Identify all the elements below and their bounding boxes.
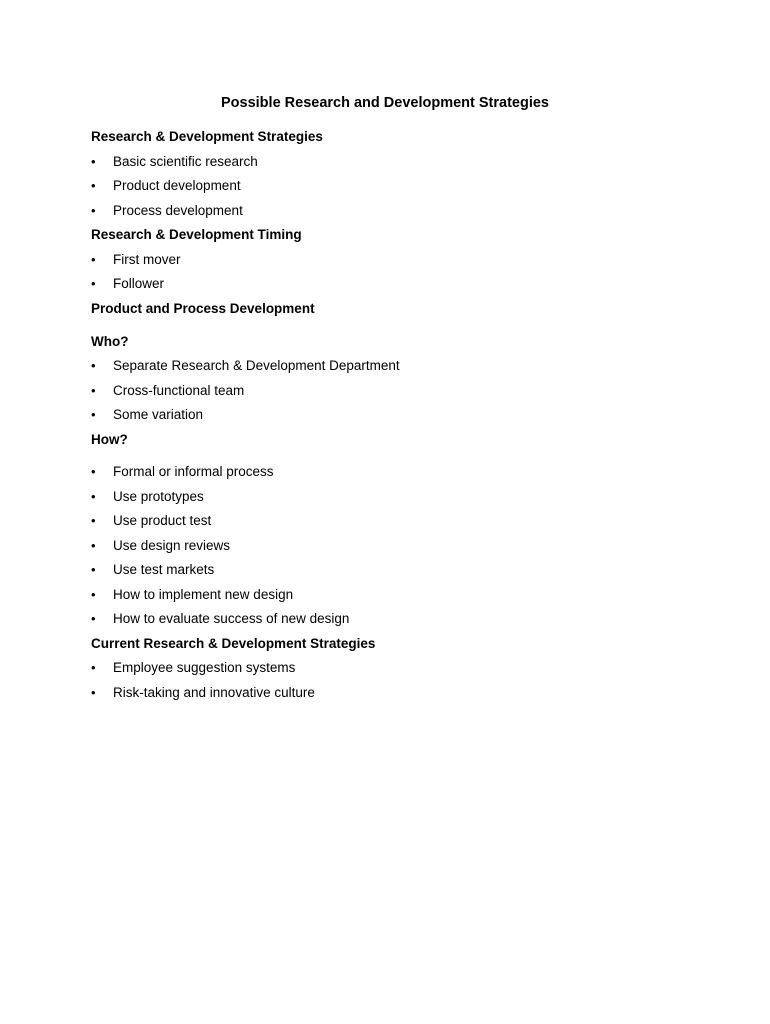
bullet-icon: • (91, 489, 96, 504)
list-item-text: Risk-taking and innovative culture (113, 685, 315, 700)
section-heading-how: How? (91, 432, 128, 447)
list-item-text: Basic scientific research (113, 154, 258, 169)
list-item-text: How to evaluate success of new design (113, 611, 350, 626)
section-heading-product-process: Product and Process Development (91, 301, 315, 316)
bullet-icon: • (91, 178, 96, 193)
bullet-icon: • (91, 538, 96, 553)
bullet-icon: • (91, 513, 96, 528)
bullet-icon: • (91, 383, 96, 398)
list-item-text: Use prototypes (113, 489, 204, 504)
bullet-icon: • (91, 464, 96, 479)
section-heading-who: Who? (91, 334, 129, 349)
section-heading-rd-strategies: Research & Development Strategies (91, 129, 323, 144)
list-item-text: Use product test (113, 513, 212, 528)
bullet-icon: • (91, 685, 96, 700)
list-item-text: Process development (113, 203, 243, 218)
bullet-icon: • (91, 562, 96, 577)
list-item-text: Use design reviews (113, 538, 231, 553)
list-item-text: Formal or informal process (113, 464, 274, 479)
bullet-icon: • (91, 660, 96, 675)
bullet-icon: • (91, 611, 96, 626)
list-item-text: Use test markets (113, 562, 215, 577)
list-item-text: Product development (113, 178, 241, 193)
list-item-text: First mover (113, 252, 181, 267)
bullet-icon: • (91, 358, 96, 373)
bullet-icon: • (91, 252, 96, 267)
bullet-icon: • (91, 407, 96, 422)
list-item-text: Separate Research & Development Department (113, 358, 400, 373)
bullet-icon: • (91, 276, 96, 291)
section-heading-current-strategies: Current Research & Development Strategies (91, 636, 376, 651)
section-heading-rd-timing: Research & Development Timing (91, 227, 302, 242)
bullet-icon: • (91, 203, 96, 218)
list-item-text: Cross-functional team (113, 383, 245, 398)
document-title: Possible Research and Development Strategies (221, 95, 549, 111)
list-item-text: Employee suggestion systems (113, 660, 296, 675)
list-item-text: How to implement new design (113, 587, 294, 602)
bullet-icon: • (91, 587, 96, 602)
list-item-text: Follower (113, 276, 165, 291)
list-item-text: Some variation (113, 407, 204, 422)
bullet-icon: • (91, 154, 96, 169)
